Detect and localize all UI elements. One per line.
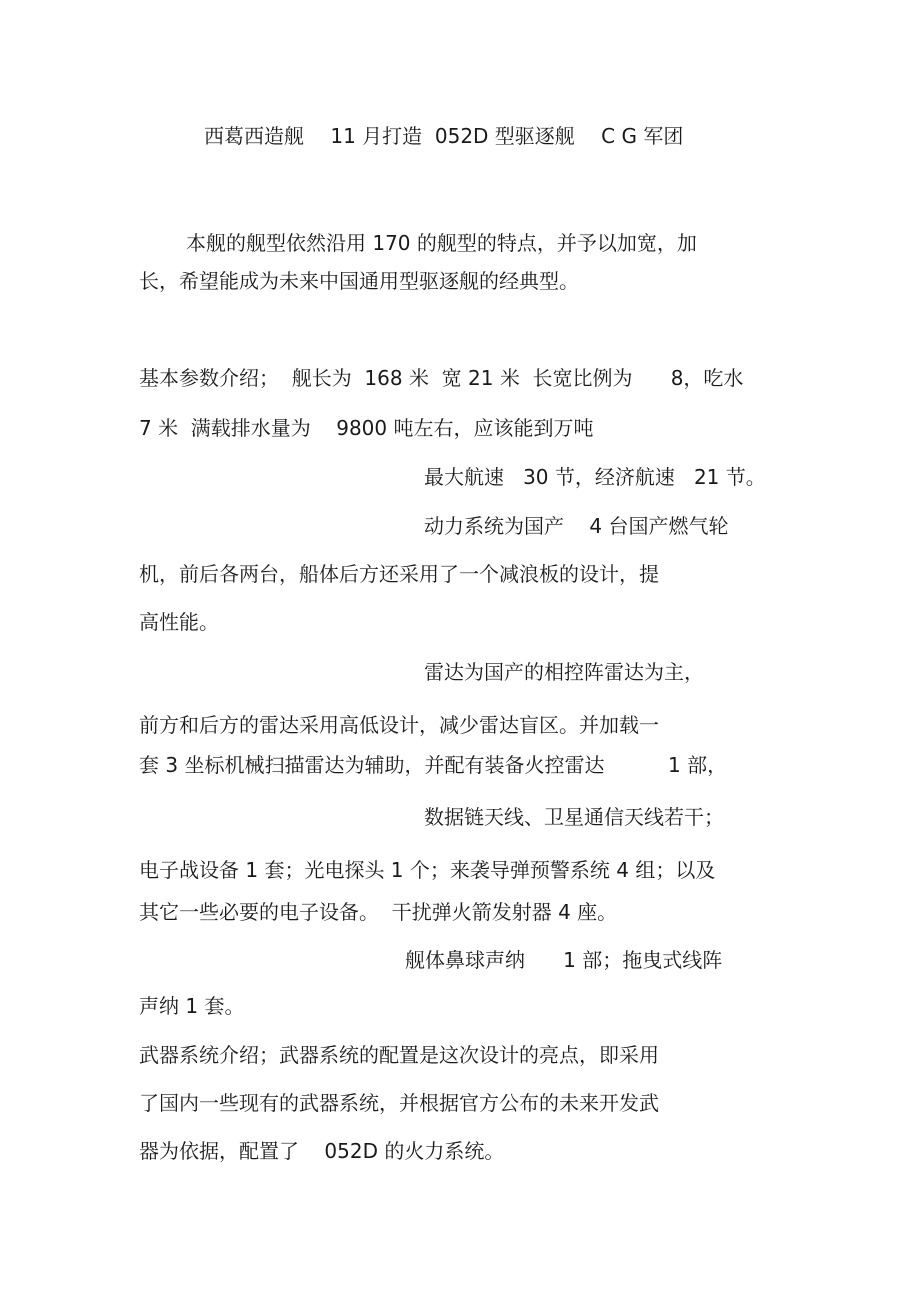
intro-line-1: 本舰的舰型依然沿用 170 的舰型的特点，并予以加宽，加 bbox=[186, 231, 697, 255]
radar-line-2: 前方和后方的雷达采用高低设计，减少雷达盲区。并加载一 bbox=[139, 713, 659, 737]
params-line-1: 基本参数介绍； 舰长为 168 米 宽 21 米 长宽比例为 8，吃水 bbox=[139, 366, 744, 390]
radar-line-3: 套 3 坐标机械扫描雷达为辅助，并配有装备火控雷达 1 部， bbox=[139, 753, 728, 777]
params-line-2: 7 米 满载排水量为 9800 吨左右，应该能到万吨 bbox=[139, 416, 594, 440]
sonar-line-1: 舰体鼻球声纳 1 部；拖曳式线阵 bbox=[405, 948, 723, 972]
sonar-line-2: 声纳 1 套。 bbox=[139, 994, 245, 1018]
weapons-line-3: 器为依据，配置了 052D 的火力系统。 bbox=[139, 1139, 505, 1163]
document-title: 西葛西造舰 11 月打造 052D 型驱逐舰 C G 军团 bbox=[204, 124, 684, 148]
params-line-3: 最大航速 30 节，经济航速 21 节。 bbox=[424, 465, 766, 489]
params-line-6: 高性能。 bbox=[139, 610, 219, 634]
weapons-line-1: 武器系统介绍；武器系统的配置是这次设计的亮点，即采用 bbox=[139, 1043, 659, 1067]
intro-line-2: 长，希望能成为未来中国通用型驱逐舰的经典型。 bbox=[139, 269, 579, 293]
electronics-line-2: 其它一些必要的电子设备。 干扰弹火箭发射器 4 座。 bbox=[139, 900, 618, 924]
weapons-line-2: 了国内一些现有的武器系统，并根据官方公布的未来开发武 bbox=[139, 1091, 659, 1115]
params-line-4: 动力系统为国产 4 台国产燃气轮 bbox=[424, 514, 729, 538]
radar-line-1: 雷达为国产的相控阵雷达为主， bbox=[424, 660, 704, 684]
electronics-line-1: 电子战设备 1 套；光电探头 1 个；来袭导弹预警系统 4 组；以及 bbox=[139, 858, 716, 882]
params-line-5: 机，前后各两台，船体后方还采用了一个减浪板的设计，提 bbox=[139, 562, 659, 586]
radar-line-4: 数据链天线、卫星通信天线若干； bbox=[424, 805, 724, 829]
